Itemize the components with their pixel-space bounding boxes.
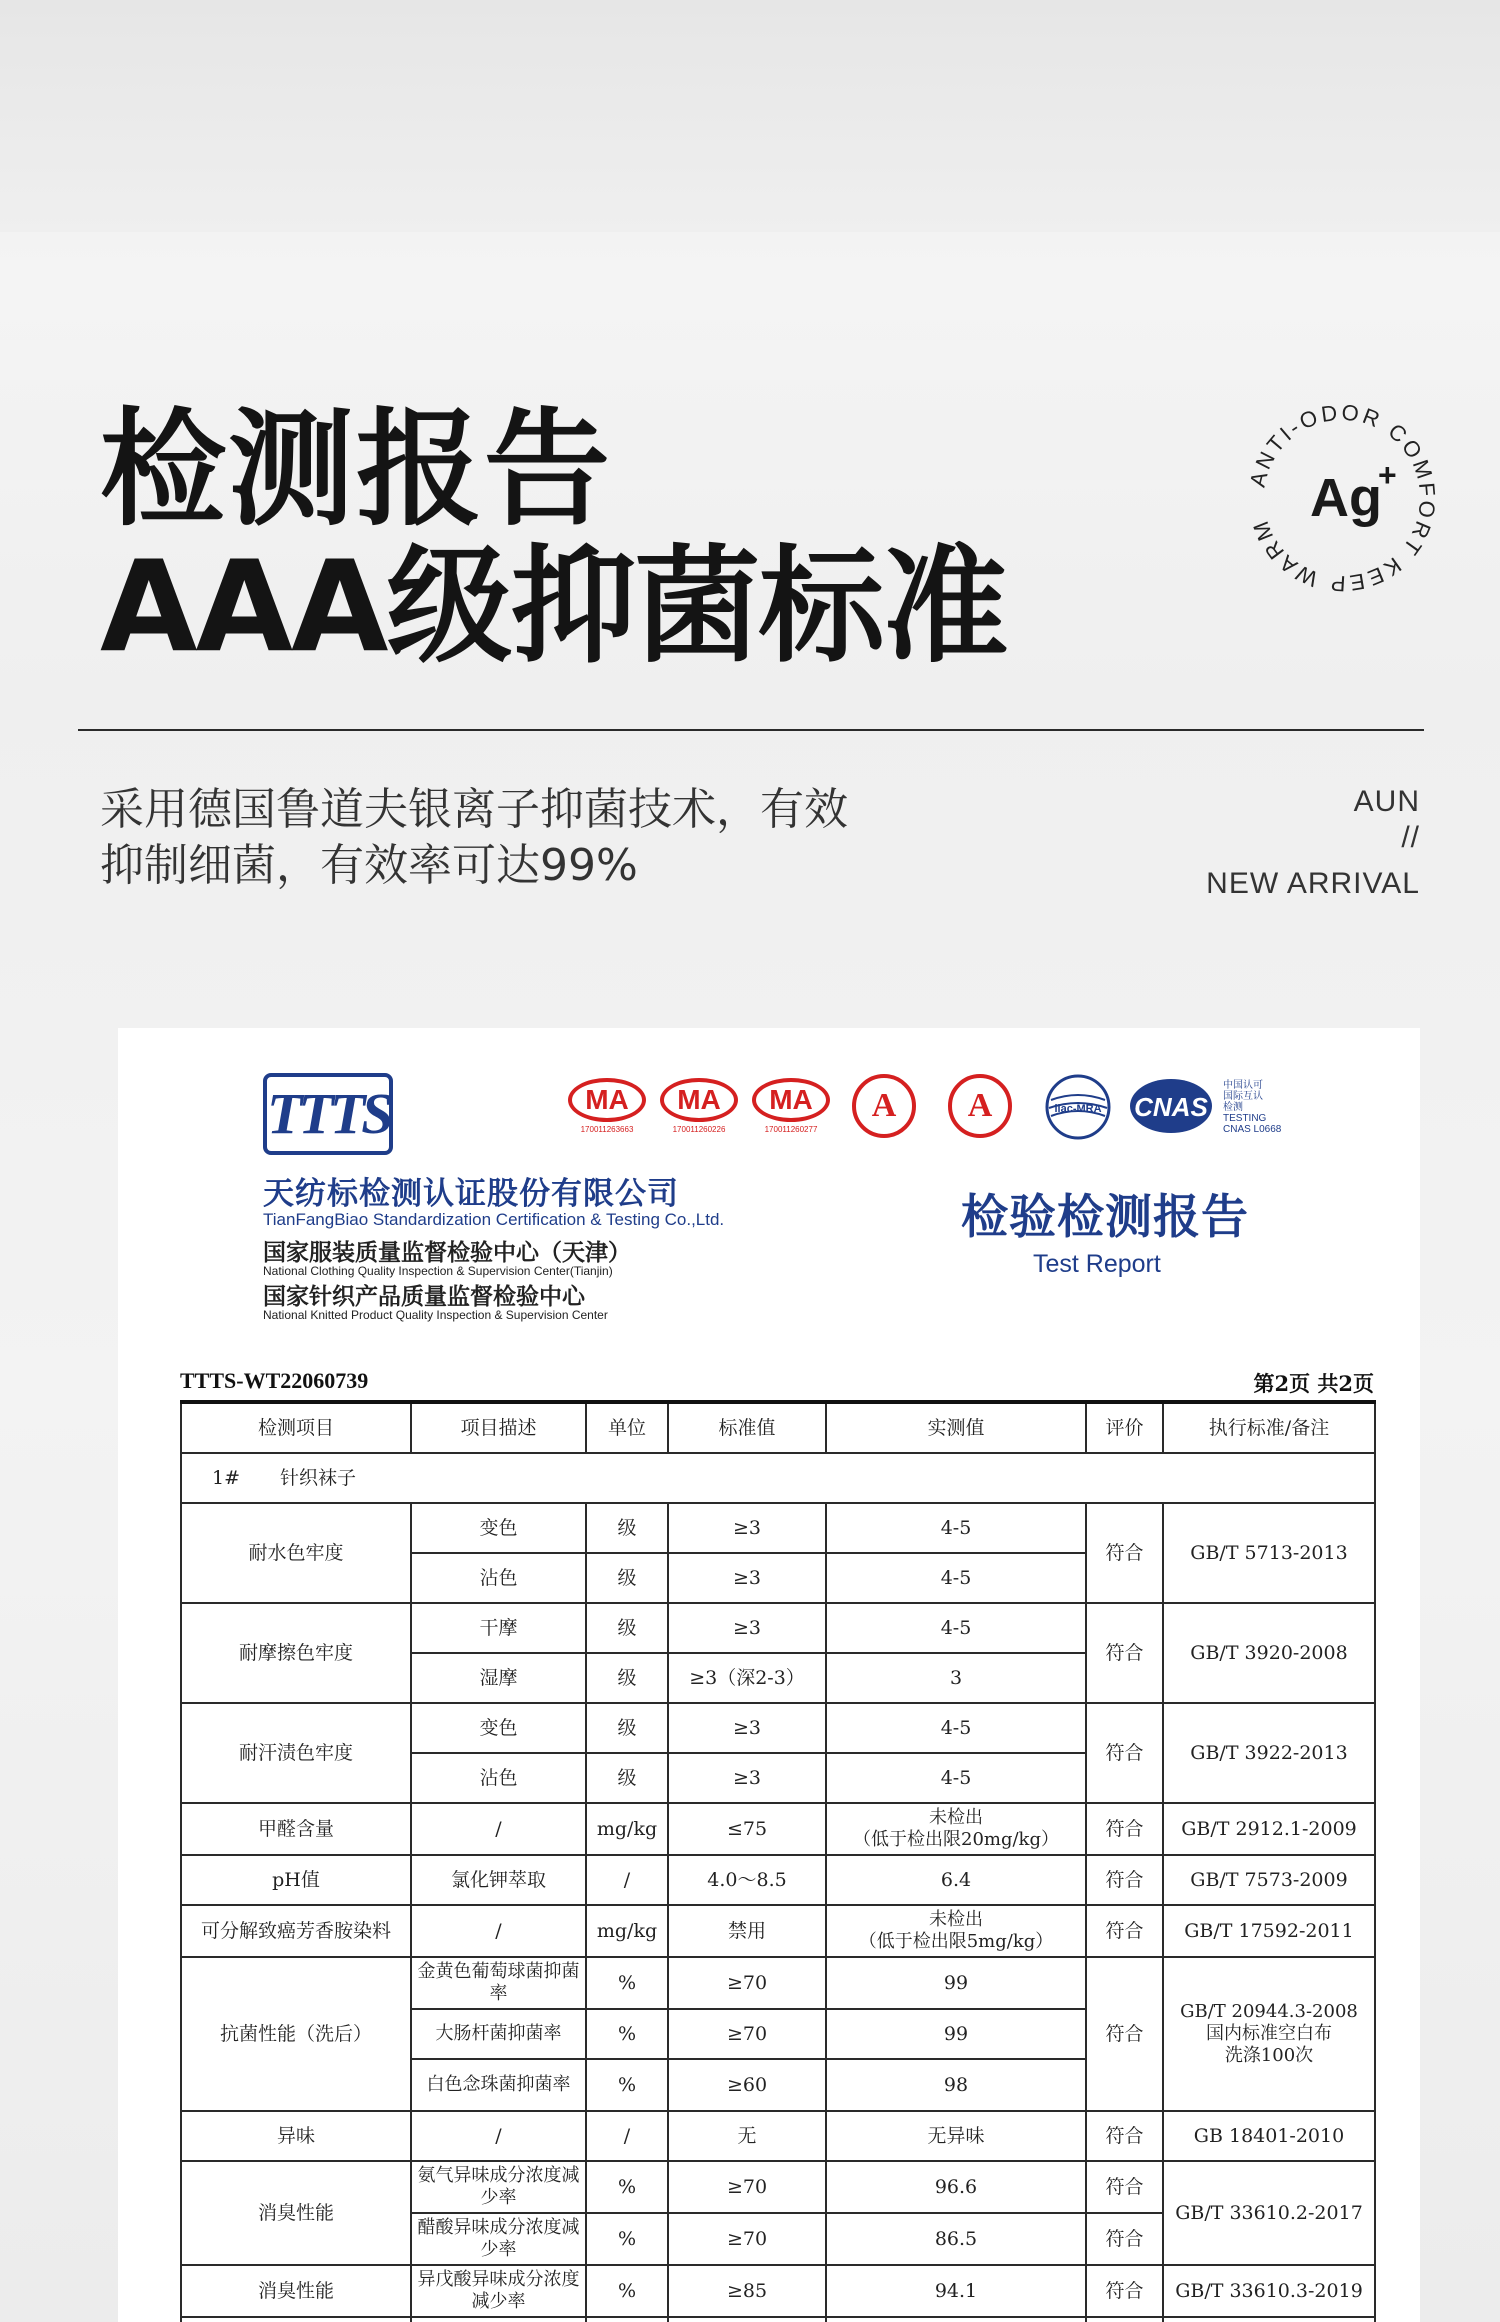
report-number: TTTS-WT22060739 [180,1368,369,1393]
divider-rule [78,729,1424,731]
slash-text: // [1401,821,1420,854]
table-row: 耐汗渍色牢度 变色 级 ≥3 4-5 符合 GB/T 3922-2013 [181,1703,1375,1753]
table-row: 沾色 级 ≥3 4-5 [181,1753,1375,1803]
top-band [0,0,1500,232]
cnas-mark-icon [1128,1076,1214,1136]
col-header: 项目描述 [411,1402,586,1453]
badge-center-text: Ag [1310,468,1382,528]
ilac-mra-icon [1043,1072,1113,1142]
center2-zh: 国家针织产品质量监督检验中心 [263,1284,585,1310]
table-row: 耐摩擦色牢度 干摩 级 ≥3 4-5 符合 GB/T 3920-2008 [181,1603,1375,1653]
table-row: 醋酸异味成分浓度减少率 % ≥70 86.5 符合 [181,2213,1375,2265]
col-header: 检测项目 [181,1402,411,1453]
sample-row [181,1453,1375,1503]
ma-seal-3: MA 170011260277 [752,1078,830,1134]
results-table [180,1400,1376,2322]
center1-en: National Clothing Quality Inspection & Supervision Center(Tianjin) [263,1264,613,1278]
cal-seal-1: A [852,1074,916,1138]
table-row: 异味 / / 无 无异味 符合 GB 18401-2010 [181,2111,1375,2161]
company-name-zh: 天纺标检测认证股份有限公司 [263,1176,679,1212]
cal-seal-2: A [948,1074,1012,1138]
page-number: 第2页 共2页 [1253,1371,1374,1396]
col-header: 单位 [586,1402,668,1453]
table-row: 沾色 级 ≥3 4-5 [181,1553,1375,1603]
col-header: 标准值 [668,1402,826,1453]
ma-seal-1: MA 170011263663 [568,1078,646,1134]
report-title-zh: 检验检测报告 [961,1190,1249,1245]
table-row: 消臭性能 异戊酸异味成分浓度减少率 % ≥85 94.1 符合 GB/T 33610.3-2019 [181,2265,1375,2317]
table-row: 耐水色牢度 变色 级 ≥3 4-5 符合 GB/T 5713-2013 [181,1503,1375,1553]
badge-ring-text: ANTI-ODOR COMFORT KEEP WARM [1244,399,1441,597]
col-header: 评价 [1086,1402,1163,1453]
center1-zh: 国家服装质量监督检验中心（天津） [263,1240,631,1266]
cnas-side-text: 中国认可 国际互认 检测 TESTING CNAS L0668 [1223,1080,1282,1135]
center2-en: National Knitted Product Quality Inspection & Supervision Center [263,1308,608,1322]
table-row-partial [181,2317,1375,2322]
new-arrival-text: NEW ARRIVAL [1206,867,1420,900]
table-row: 大肠杆菌抑菌率 % ≥70 99 [181,2009,1375,2059]
test-report-document [118,1028,1420,2322]
subtitle [100,782,848,894]
table-row: 甲醛含量 / mg/kg ≤75 未检出 （低于检出限20mg/kg） 符合 GB/T 2912.1-2009 [181,1803,1375,1855]
table-row: 湿摩 级 ≥3（深2-3） 3 [181,1653,1375,1703]
company-name-en: TianFangBiao Standardization Certification & Testing Co.,Ltd. [263,1210,725,1229]
table-row: 抗菌性能（洗后） 金黄色葡萄球菌抑菌率 % ≥70 99 符合 GB/T 20944.3-2008 国内标准空白布 洗涤100次 [181,1957,1375,2009]
col-header: 执行标准/备注 [1163,1402,1375,1453]
subtitle-line2: 抑制细菌，有效率可达99% [100,840,638,891]
svg-text:CNAS: CNAS [1134,1092,1208,1122]
badge-center-sup: + [1378,457,1397,493]
table-header-row [181,1402,1375,1453]
cnas-logo [1128,1076,1214,1136]
report-title-en: Test Report [1033,1250,1161,1278]
col-header: 实测值 [826,1402,1086,1453]
sample-name: 针织袜子 [280,1467,357,1489]
sample-id: 1# [212,1467,241,1489]
ma-seal-2: MA 170011260226 [660,1078,738,1134]
table-row: 消臭性能 氨气异味成分浓度减少率 % ≥70 96.6 符合 GB/T 33610.2-2017 [181,2161,1375,2213]
table-row: pH值 氯化钾萃取 / 4.0～8.5 6.4 符合 GB/T 7573-2009 [181,1855,1375,1905]
brand-text: AUN [1353,785,1420,818]
ag-badge-icon [1232,388,1452,608]
ttts-logo: TTTS [263,1073,393,1155]
title-line2: AAA级抑菌标准 [100,533,1007,680]
svg-text:ilac-MRA: ilac-MRA [1054,1103,1102,1115]
table-row: 白色念珠菌抑菌率 % ≥60 98 [181,2059,1375,2111]
subtitle-line1: 采用德国鲁道夫银离子抑菌技术，有效 [100,784,848,835]
table-row: 可分解致癌芳香胺染料 / mg/kg 禁用 未检出 （低于检出限5mg/kg） 符合 GB/T 17592-2011 [181,1905,1375,1957]
title-line1: 检测报告 [100,396,612,543]
new-arrival-block [1206,784,1420,902]
